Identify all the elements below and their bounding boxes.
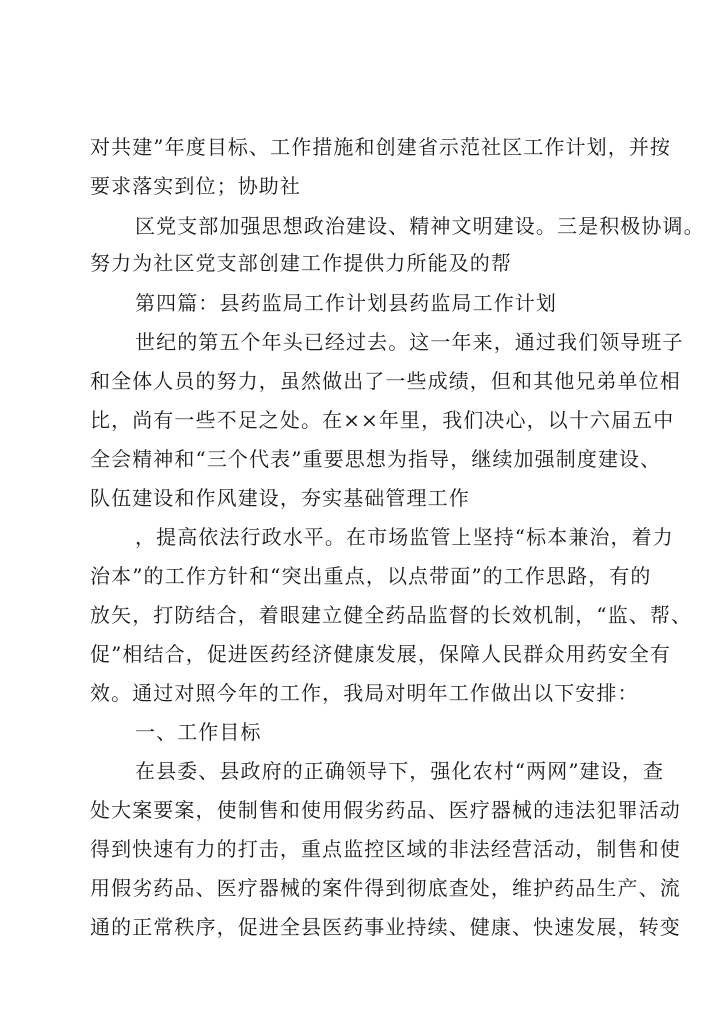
text-line: 促”相结合，促进医药经济健康发展，保障人民群众用药安全有 bbox=[90, 642, 672, 666]
text-line: 队伍建设和作风建设，夯实基础管理工作 bbox=[90, 486, 470, 510]
text-line: 要求落实到位；协助社 bbox=[90, 174, 301, 198]
text-line: 世纪的第五个年头已经过去。这一年来，通过我们领导班子 bbox=[135, 330, 684, 354]
text-line: 放矢，打防结合，着眼建立健全药品监督的长效机制，“监、帮、 bbox=[90, 603, 693, 627]
text-line: 努力为社区党支部创建工作提供力所能及的帮 bbox=[90, 251, 512, 275]
text-line: ，提高依法行政水平。在市场监管上坚持“标本兼治，着力 bbox=[135, 525, 674, 549]
text-line: 全会精神和“三个代表”重要思想为指导，继续加强制度建设、 bbox=[90, 447, 662, 471]
text-line: 得到快速有力的打击，重点监控区域的非法经营活动，制售和使 bbox=[90, 837, 681, 861]
subsection-heading: 一、工作目标 bbox=[135, 720, 262, 744]
section-heading: 第四篇：县药监局工作计划县药监局工作计划 bbox=[135, 291, 557, 315]
text-line: 处大案要案，使制售和使用假劣药品、医疗器械的违法犯罪活动 bbox=[90, 798, 681, 822]
text-line: 效。通过对照今年的工作，我局对明年工作做出以下安排： bbox=[90, 681, 639, 705]
text-line: 对共建”年度目标、工作措施和创建省示范社区工作计划，并按 bbox=[90, 135, 672, 159]
text-line: 比，尚有一些不足之处。在××年里，我们决心，以十六届五中 bbox=[90, 408, 675, 432]
text-line: 在县委、县政府的正确领导下，强化农村“两网”建设，查 bbox=[135, 759, 665, 783]
text-line: 通的正常秩序，促进全县医药事业持续、健康、快速发展，转变 bbox=[90, 915, 681, 939]
text-line: 用假劣药品、医疗器械的案件得到彻底查处，维护药品生产、流 bbox=[90, 876, 681, 900]
text-line: 和全体人员的努力，虽然做出了一些成绩，但和其他兄弟单位相 bbox=[90, 369, 681, 393]
text-line: 治本”的工作方针和“突出重点，以点带面”的工作思路，有的 bbox=[90, 564, 652, 588]
text-line: 区党支部加强思想政治建设、精神文明建设。三是积极协调。 bbox=[135, 214, 705, 238]
